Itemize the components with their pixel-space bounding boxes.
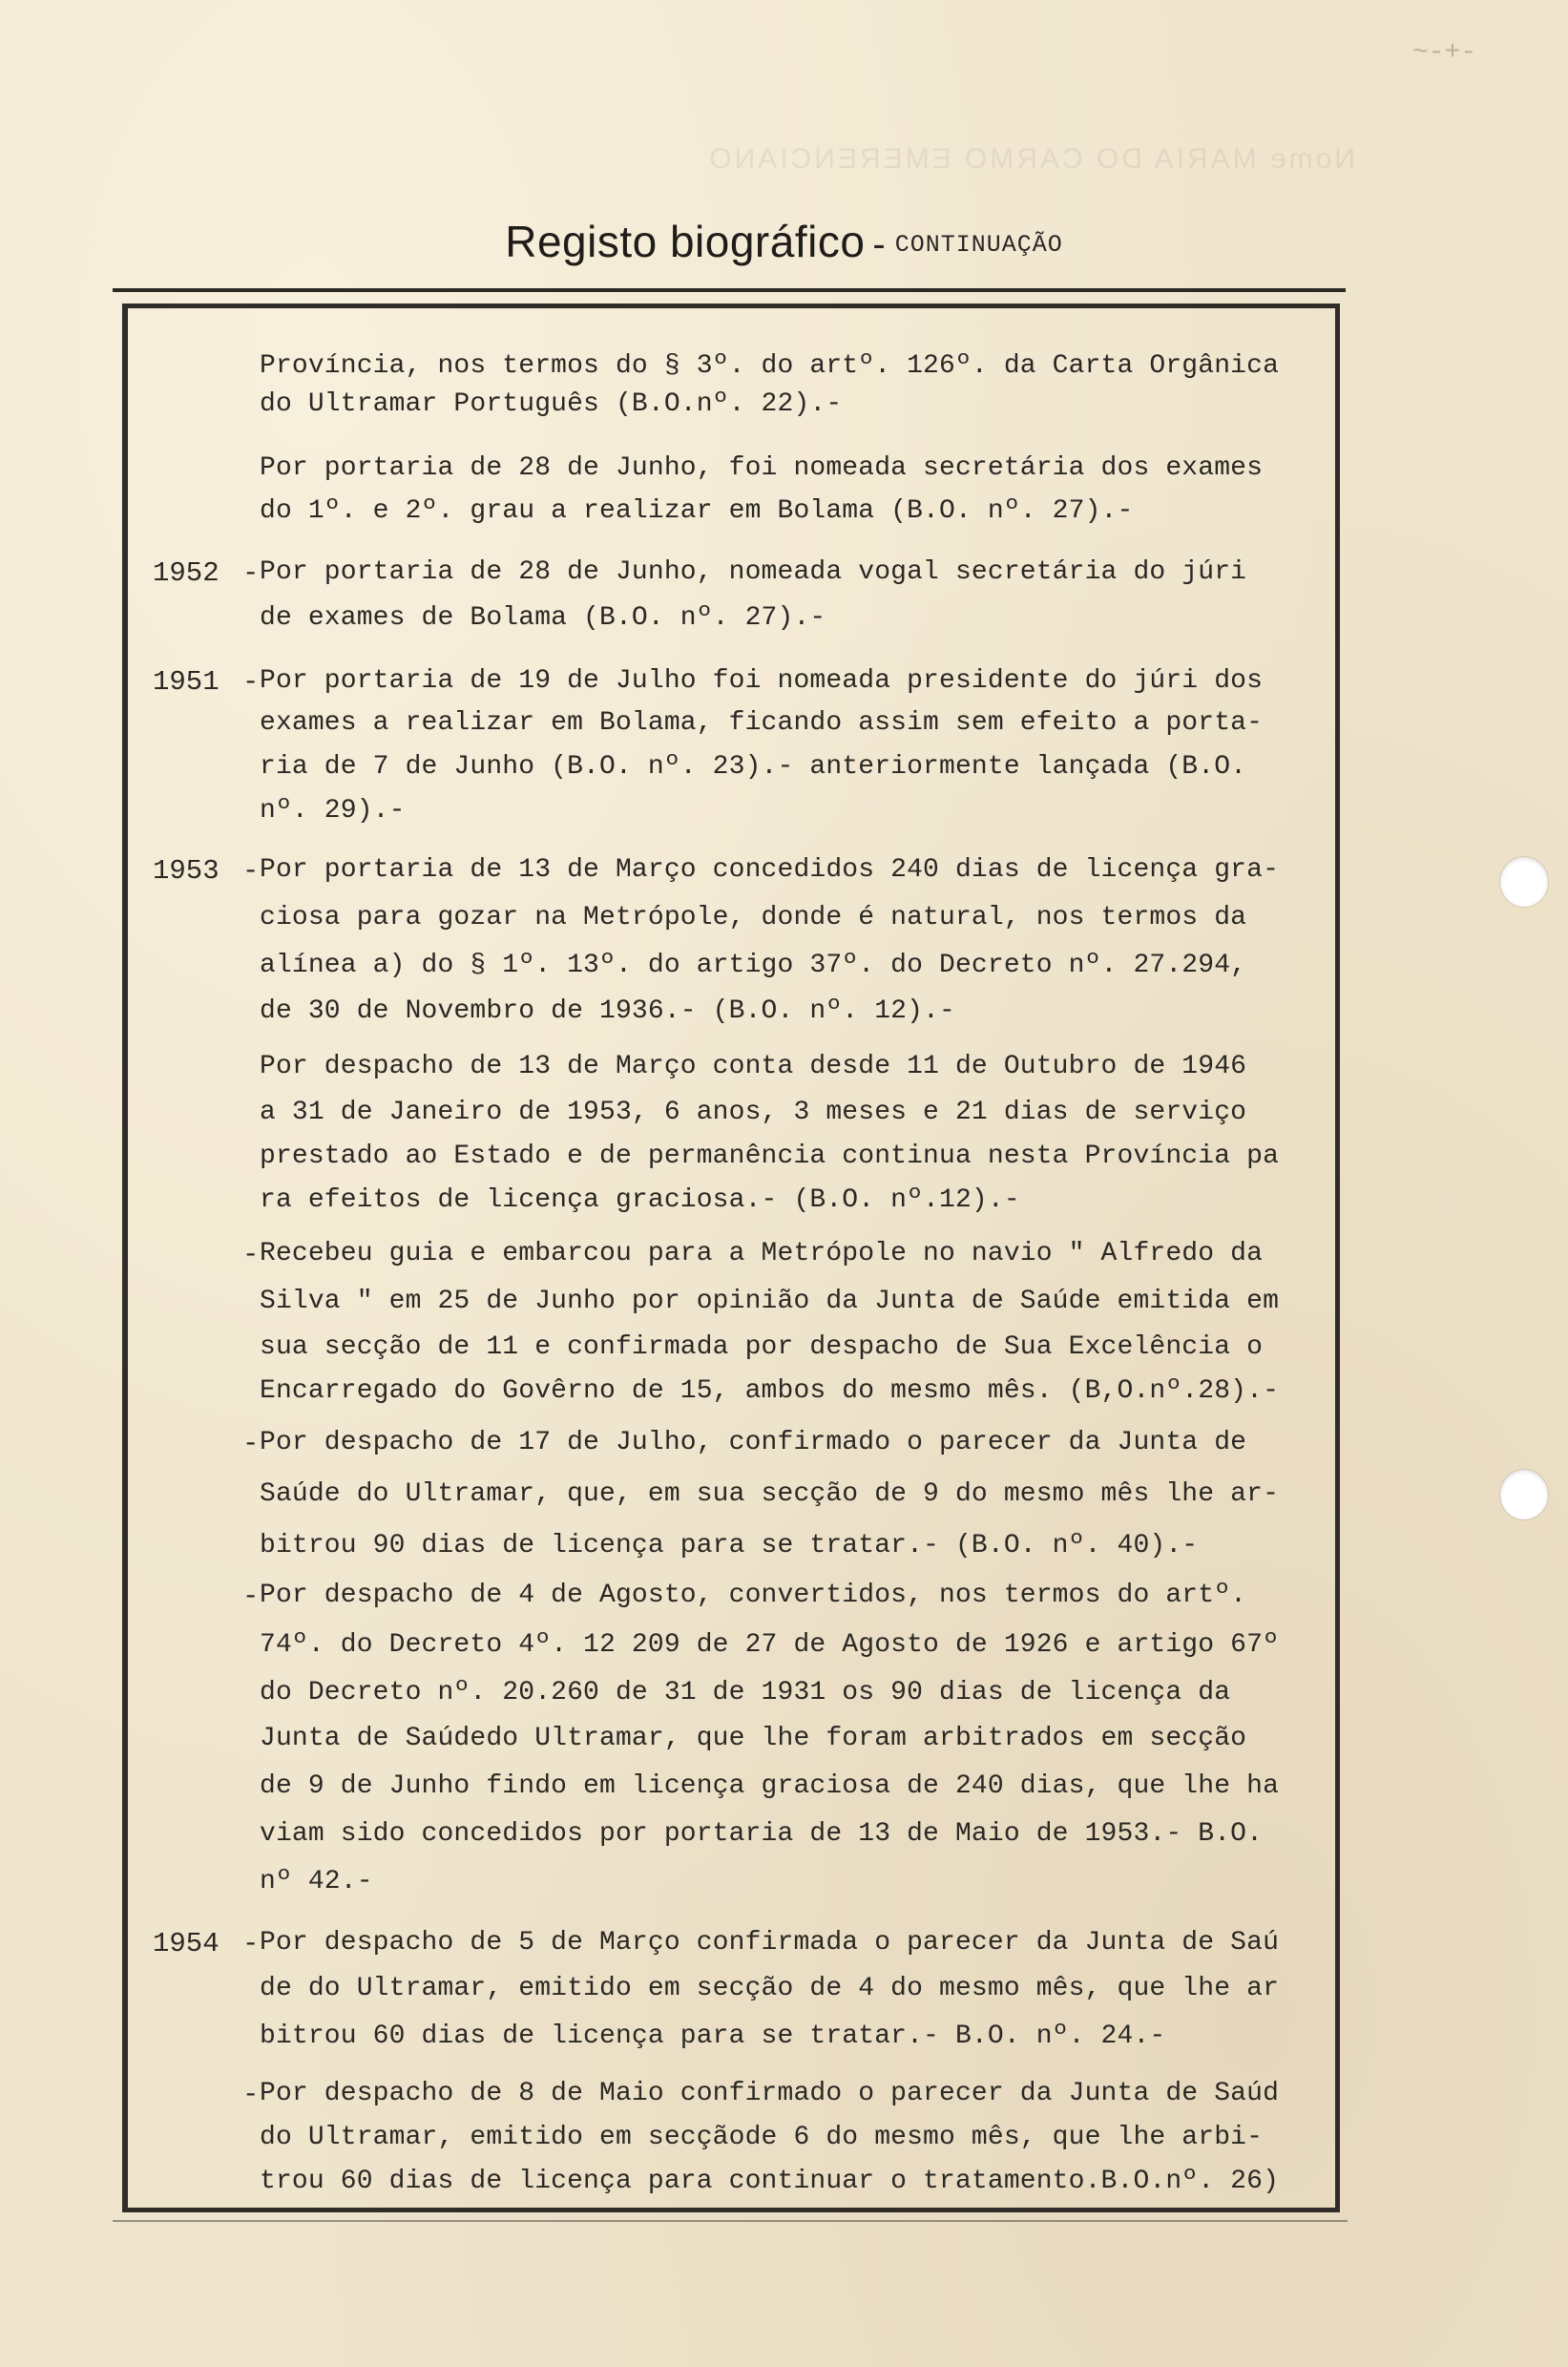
entry-line: Por despacho de 13 de Março conta desde 11 de Outubro de 1946 <box>260 1052 1247 1081</box>
entry-line: alínea a) do § 1º. 13º. do artigo 37º. do Decreto nº. 27.294, <box>260 951 1247 980</box>
entry-line: ra efeitos de licença graciosa.- (B.O. nº.12).- <box>260 1185 1020 1215</box>
entry-year: 1954 <box>153 1928 220 1959</box>
punch-hole-top <box>1500 857 1548 907</box>
ghost-header-show-through: Nome MARIA DO CARMO EMERENCIANO <box>706 143 1355 175</box>
page-title <box>0 216 1568 267</box>
entry-line: do Ultramar, emitido em secçãode 6 do mesmo mês, que lhe arbi- <box>260 2123 1264 2152</box>
entry-line: Província, nos termos do § 3º. do artº. 126º. da Carta Orgânica <box>260 351 1280 381</box>
entry-line: Por despacho de 5 de Março confirmada o parecer da Junta de Saú <box>260 1928 1280 1958</box>
title-rule <box>113 288 1346 292</box>
entry-line: ria de 7 de Junho (B.O. nº. 23).- anteriormente lançada (B.O. <box>260 752 1247 782</box>
entry-dash: - <box>242 1239 260 1270</box>
entry-line: trou 60 dias de licença para continuar o tratamento.B.O.nº. 26) <box>260 2167 1280 2196</box>
entry-dash: - <box>242 1428 260 1459</box>
entry-dash: - <box>242 1581 260 1612</box>
entry-line: Por portaria de 13 de Março concedidos 240 dias de licença gra- <box>260 855 1280 885</box>
entry-dash: - <box>242 666 260 698</box>
title-main: Registo biográfico <box>505 217 866 266</box>
entry-line: Junta de Saúdedo Ultramar, que lhe foram arbitrados em secção <box>260 1724 1247 1753</box>
title-dash: - <box>872 223 886 265</box>
entry-line: Por despacho de 17 de Julho, confirmado o parecer da Junta de <box>260 1428 1247 1457</box>
entry-line: Encarregado do Govêrno de 15, ambos do mesmo mês. (B,O.nº.28).- <box>260 1376 1280 1406</box>
entry-line: do Ultramar Português (B.O.nº. 22).- <box>260 389 843 419</box>
entry-line: sua secção de 11 e confirmada por despacho de Sua Excelência o <box>260 1332 1264 1362</box>
entry-dash: - <box>242 855 260 887</box>
entry-line: de 9 de Junho findo em licença graciosa de 240 dias, que lhe ha <box>260 1771 1280 1801</box>
entry-dash: - <box>242 1928 260 1959</box>
entry-line: Por portaria de 19 de Julho foi nomeada presidente do júri dos <box>260 666 1264 696</box>
entry-line: do Decreto nº. 20.260 de 31 de 1931 os 90 dias de licença da <box>260 1678 1231 1707</box>
entry-line: Por portaria de 28 de Junho, nomeada vogal secretária do júri <box>260 557 1247 587</box>
entry-line: nº 42.- <box>260 1867 373 1896</box>
entry-line: Por despacho de 4 de Agosto, convertidos, nos termos do artº. <box>260 1581 1247 1610</box>
entry-line: bitrou 60 dias de licença para se tratar.- B.O. nº. 24.- <box>260 2021 1166 2051</box>
frame-shadow-rule <box>113 2220 1348 2222</box>
entry-line: de 30 de Novembro de 1936.- (B.O. nº. 12).- <box>260 996 955 1026</box>
entry-line: nº. 29).- <box>260 796 406 826</box>
entry-dash: - <box>242 557 260 589</box>
entry-line: viam sido concedidos por portaria de 13 de Maio de 1953.- B.O. <box>260 1819 1264 1849</box>
entry-line: exames a realizar em Bolama, ficando assim sem efeito a porta- <box>260 708 1264 738</box>
entry-line: Saúde do Ultramar, que, em sua secção de 9 do mesmo mês lhe ar- <box>260 1479 1280 1509</box>
entry-line: do 1º. e 2º. grau a realizar em Bolama (B.O. nº. 27).- <box>260 496 1134 526</box>
entry-line: ciosa para gozar na Metrópole, donde é natural, nos termos da <box>260 903 1247 932</box>
entry-line: Silva " em 25 de Junho por opinião da Junta de Saúde emitida em <box>260 1287 1280 1316</box>
entry-line: a 31 de Janeiro de 1953, 6 anos, 3 meses e 21 dias de serviço <box>260 1098 1247 1127</box>
entry-year: 1952 <box>153 557 220 589</box>
entry-line: 74º. do Decreto 4º. 12 209 de 27 de Agosto de 1926 e artigo 67º <box>260 1630 1280 1660</box>
entry-line: de do Ultramar, emitido em secção de 4 do mesmo mês, que lhe ar <box>260 1974 1280 2003</box>
entry-year: 1953 <box>153 855 220 887</box>
entry-line: de exames de Bolama (B.O. nº. 27).- <box>260 603 826 633</box>
title-continuation: CONTINUAÇÃO <box>894 231 1063 259</box>
entry-dash: - <box>242 2079 260 2110</box>
entry-line: bitrou 90 dias de licença para se tratar.- (B.O. nº. 40).- <box>260 1531 1199 1561</box>
entry-line: Por despacho de 8 de Maio confirmado o parecer da Junta de Saúd <box>260 2079 1280 2108</box>
entry-year: 1951 <box>153 666 220 698</box>
entry-line: Por portaria de 28 de Junho, foi nomeada secretária dos exames <box>260 453 1264 483</box>
entry-line: prestado ao Estado e de permanência continua nesta Província pa <box>260 1142 1280 1171</box>
punch-hole-bottom <box>1500 1470 1548 1519</box>
entry-line: Recebeu guia e embarcou para a Metrópole no navio " Alfredo da <box>260 1239 1264 1268</box>
corner-pencil-mark: ~-+- <box>1412 38 1477 68</box>
